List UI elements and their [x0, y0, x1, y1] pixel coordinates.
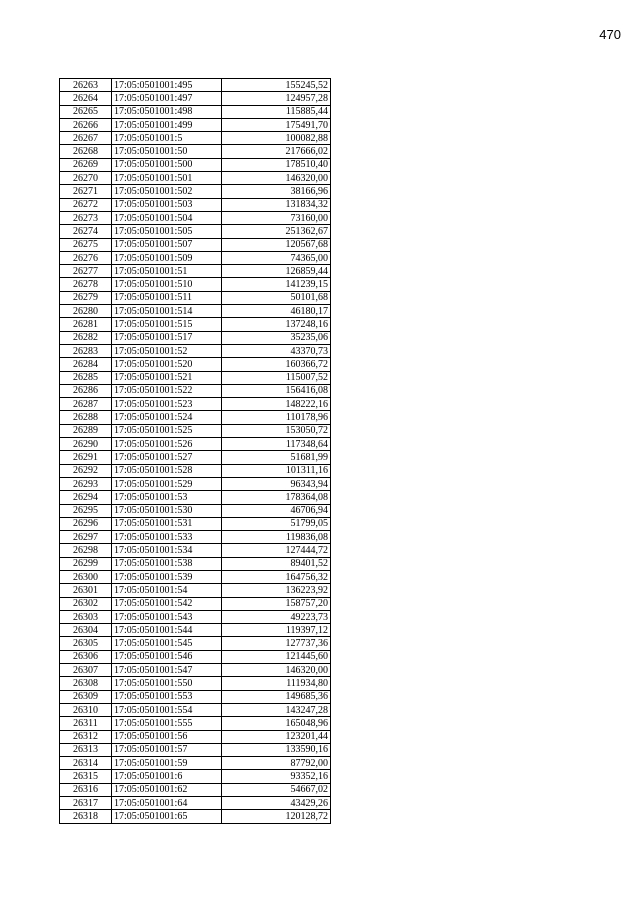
row-number-cell: 26266: [60, 118, 112, 131]
row-number-cell: 26313: [60, 743, 112, 756]
row-number-cell: 26278: [60, 278, 112, 291]
cadastral-number-cell: 17:05:0501001:522: [112, 384, 222, 397]
row-number-cell: 26268: [60, 145, 112, 158]
table-row: [60, 251, 331, 264]
value-cell: 217666,02: [222, 145, 331, 158]
row-number-cell: 26303: [60, 610, 112, 623]
value-cell: 120567,68: [222, 238, 331, 251]
value-cell: 110178,96: [222, 411, 331, 424]
row-number-cell: 26315: [60, 770, 112, 783]
table-row: [60, 132, 331, 145]
row-number-cell: 26318: [60, 810, 112, 823]
value-cell: 124957,28: [222, 92, 331, 105]
cadastral-number-cell: 17:05:0501001:510: [112, 278, 222, 291]
cadastral-number-cell: 17:05:0501001:56: [112, 730, 222, 743]
row-number-cell: 26265: [60, 105, 112, 118]
cadastral-number-cell: 17:05:0501001:504: [112, 211, 222, 224]
table-row: [60, 504, 331, 517]
cadastral-number-cell: 17:05:0501001:542: [112, 597, 222, 610]
value-cell: 93352,16: [222, 770, 331, 783]
row-number-cell: 26305: [60, 637, 112, 650]
row-number-cell: 26281: [60, 318, 112, 331]
row-number-cell: 26307: [60, 664, 112, 677]
cadastral-number-cell: 17:05:0501001:545: [112, 637, 222, 650]
value-cell: 89401,52: [222, 557, 331, 570]
cadastral-number-cell: 17:05:0501001:555: [112, 717, 222, 730]
value-cell: 119836,08: [222, 531, 331, 544]
value-cell: 165048,96: [222, 717, 331, 730]
cadastral-number-cell: 17:05:0501001:534: [112, 544, 222, 557]
table-row: [60, 637, 331, 650]
cadastral-number-cell: 17:05:0501001:527: [112, 451, 222, 464]
value-cell: 73160,00: [222, 211, 331, 224]
value-cell: 175491,70: [222, 118, 331, 131]
value-cell: 50101,68: [222, 291, 331, 304]
value-cell: 164756,32: [222, 570, 331, 583]
table-row: [60, 597, 331, 610]
data-table: [59, 78, 331, 824]
value-cell: 43370,73: [222, 344, 331, 357]
cadastral-number-cell: 17:05:0501001:530: [112, 504, 222, 517]
row-number-cell: 26293: [60, 477, 112, 490]
row-number-cell: 26314: [60, 757, 112, 770]
value-cell: 251362,67: [222, 225, 331, 238]
cadastral-number-cell: 17:05:0501001:502: [112, 185, 222, 198]
row-number-cell: 26283: [60, 344, 112, 357]
table-row: [60, 797, 331, 810]
row-number-cell: 26284: [60, 358, 112, 371]
cadastral-number-cell: 17:05:0501001:546: [112, 650, 222, 663]
table-row: [60, 384, 331, 397]
cadastral-number-cell: 17:05:0501001:524: [112, 411, 222, 424]
cadastral-number-cell: 17:05:0501001:52: [112, 344, 222, 357]
table-row: [60, 371, 331, 384]
value-cell: 38166,96: [222, 185, 331, 198]
value-cell: 137248,16: [222, 318, 331, 331]
row-number-cell: 26310: [60, 703, 112, 716]
table-body: [60, 79, 331, 824]
value-cell: 131834,32: [222, 198, 331, 211]
table-row: [60, 438, 331, 451]
cadastral-number-cell: 17:05:0501001:64: [112, 797, 222, 810]
row-number-cell: 26296: [60, 517, 112, 530]
table-row: [60, 570, 331, 583]
table-row: [60, 118, 331, 131]
table-row: [60, 477, 331, 490]
value-cell: 146320,00: [222, 664, 331, 677]
row-number-cell: 26263: [60, 79, 112, 92]
table-row: [60, 158, 331, 171]
table-row: [60, 172, 331, 185]
table-row: [60, 305, 331, 318]
row-number-cell: 26288: [60, 411, 112, 424]
table-row: [60, 810, 331, 823]
row-number-cell: 26308: [60, 677, 112, 690]
row-number-cell: 26301: [60, 584, 112, 597]
value-cell: 119397,12: [222, 624, 331, 637]
table-row: [60, 291, 331, 304]
cadastral-number-cell: 17:05:0501001:511: [112, 291, 222, 304]
cadastral-number-cell: 17:05:0501001:531: [112, 517, 222, 530]
value-cell: 120128,72: [222, 810, 331, 823]
value-cell: 178364,08: [222, 491, 331, 504]
row-number-cell: 26267: [60, 132, 112, 145]
value-cell: 143247,28: [222, 703, 331, 716]
value-cell: 121445,60: [222, 650, 331, 663]
table-row: [60, 185, 331, 198]
row-number-cell: 26298: [60, 544, 112, 557]
value-cell: 127737,36: [222, 637, 331, 650]
cadastral-number-cell: 17:05:0501001:553: [112, 690, 222, 703]
table-row: [60, 398, 331, 411]
row-number-cell: 26304: [60, 624, 112, 637]
row-number-cell: 26311: [60, 717, 112, 730]
table-row: [60, 557, 331, 570]
row-number-cell: 26312: [60, 730, 112, 743]
value-cell: 49223,73: [222, 610, 331, 623]
table-row: [60, 664, 331, 677]
value-cell: 126859,44: [222, 265, 331, 278]
value-cell: 136223,92: [222, 584, 331, 597]
table-row: [60, 531, 331, 544]
table-row: [60, 610, 331, 623]
row-number-cell: 26306: [60, 650, 112, 663]
value-cell: 156416,08: [222, 384, 331, 397]
cadastral-number-cell: 17:05:0501001:520: [112, 358, 222, 371]
cadastral-number-cell: 17:05:0501001:509: [112, 251, 222, 264]
cadastral-number-cell: 17:05:0501001:525: [112, 424, 222, 437]
row-number-cell: 26277: [60, 265, 112, 278]
row-number-cell: 26316: [60, 783, 112, 796]
row-number-cell: 26282: [60, 331, 112, 344]
table-row: [60, 265, 331, 278]
table-row: [60, 464, 331, 477]
value-cell: 149685,36: [222, 690, 331, 703]
value-cell: 111934,80: [222, 677, 331, 690]
value-cell: 51681,99: [222, 451, 331, 464]
cadastral-number-cell: 17:05:0501001:53: [112, 491, 222, 504]
row-number-cell: 26286: [60, 384, 112, 397]
row-number-cell: 26289: [60, 424, 112, 437]
cadastral-number-cell: 17:05:0501001:500: [112, 158, 222, 171]
table-row: [60, 690, 331, 703]
table-row: [60, 198, 331, 211]
row-number-cell: 26302: [60, 597, 112, 610]
value-cell: 100082,88: [222, 132, 331, 145]
table-row: [60, 331, 331, 344]
value-cell: 54667,02: [222, 783, 331, 796]
value-cell: 123201,44: [222, 730, 331, 743]
table-row: [60, 517, 331, 530]
table-row: [60, 544, 331, 557]
cadastral-number-cell: 17:05:0501001:6: [112, 770, 222, 783]
table-row: [60, 624, 331, 637]
row-number-cell: 26279: [60, 291, 112, 304]
table-row: [60, 703, 331, 716]
cadastral-number-cell: 17:05:0501001:51: [112, 265, 222, 278]
cadastral-number-cell: 17:05:0501001:59: [112, 757, 222, 770]
value-cell: 146320,00: [222, 172, 331, 185]
cadastral-number-cell: 17:05:0501001:514: [112, 305, 222, 318]
cadastral-number-cell: 17:05:0501001:539: [112, 570, 222, 583]
row-number-cell: 26297: [60, 531, 112, 544]
value-cell: 51799,05: [222, 517, 331, 530]
value-cell: 87792,00: [222, 757, 331, 770]
row-number-cell: 26292: [60, 464, 112, 477]
cadastral-number-cell: 17:05:0501001:501: [112, 172, 222, 185]
table-row: [60, 757, 331, 770]
cadastral-number-cell: 17:05:0501001:521: [112, 371, 222, 384]
cadastral-number-cell: 17:05:0501001:533: [112, 531, 222, 544]
value-cell: 155245,52: [222, 79, 331, 92]
cadastral-number-cell: 17:05:0501001:547: [112, 664, 222, 677]
cadastral-number-cell: 17:05:0501001:50: [112, 145, 222, 158]
row-number-cell: 26285: [60, 371, 112, 384]
table-row: [60, 358, 331, 371]
cadastral-number-cell: 17:05:0501001:507: [112, 238, 222, 251]
table-row: [60, 743, 331, 756]
cadastral-number-cell: 17:05:0501001:65: [112, 810, 222, 823]
value-cell: 160366,72: [222, 358, 331, 371]
table-row: [60, 717, 331, 730]
cadastral-number-cell: 17:05:0501001:62: [112, 783, 222, 796]
value-cell: 117348,64: [222, 438, 331, 451]
cadastral-number-cell: 17:05:0501001:526: [112, 438, 222, 451]
value-cell: 148222,16: [222, 398, 331, 411]
table-row: [60, 92, 331, 105]
cadastral-number-cell: 17:05:0501001:57: [112, 743, 222, 756]
value-cell: 127444,72: [222, 544, 331, 557]
table-row: [60, 211, 331, 224]
value-cell: 43429,26: [222, 797, 331, 810]
table-row: [60, 411, 331, 424]
cadastral-number-cell: 17:05:0501001:498: [112, 105, 222, 118]
cadastral-number-cell: 17:05:0501001:499: [112, 118, 222, 131]
cadastral-number-cell: 17:05:0501001:517: [112, 331, 222, 344]
page-number: 470: [599, 27, 621, 42]
table-row: [60, 677, 331, 690]
table-row: [60, 145, 331, 158]
table-row: [60, 451, 331, 464]
cadastral-number-cell: 17:05:0501001:544: [112, 624, 222, 637]
row-number-cell: 26272: [60, 198, 112, 211]
value-cell: 133590,16: [222, 743, 331, 756]
row-number-cell: 26299: [60, 557, 112, 570]
cadastral-number-cell: 17:05:0501001:543: [112, 610, 222, 623]
cadastral-number-cell: 17:05:0501001:503: [112, 198, 222, 211]
cadastral-number-cell: 17:05:0501001:529: [112, 477, 222, 490]
row-number-cell: 26264: [60, 92, 112, 105]
row-number-cell: 26300: [60, 570, 112, 583]
row-number-cell: 26271: [60, 185, 112, 198]
row-number-cell: 26317: [60, 797, 112, 810]
value-cell: 46706,94: [222, 504, 331, 517]
table-row: [60, 278, 331, 291]
value-cell: 115885,44: [222, 105, 331, 118]
cadastral-number-cell: 17:05:0501001:538: [112, 557, 222, 570]
row-number-cell: 26276: [60, 251, 112, 264]
value-cell: 158757,20: [222, 597, 331, 610]
cadastral-number-cell: 17:05:0501001:505: [112, 225, 222, 238]
row-number-cell: 26287: [60, 398, 112, 411]
value-cell: 74365,00: [222, 251, 331, 264]
cadastral-number-cell: 17:05:0501001:5: [112, 132, 222, 145]
cadastral-number-cell: 17:05:0501001:495: [112, 79, 222, 92]
row-number-cell: 26290: [60, 438, 112, 451]
table-row: [60, 225, 331, 238]
value-cell: 153050,72: [222, 424, 331, 437]
cadastral-number-cell: 17:05:0501001:550: [112, 677, 222, 690]
table-row: [60, 783, 331, 796]
table-row: [60, 318, 331, 331]
table-row: [60, 238, 331, 251]
row-number-cell: 26270: [60, 172, 112, 185]
row-number-cell: 26269: [60, 158, 112, 171]
cadastral-number-cell: 17:05:0501001:528: [112, 464, 222, 477]
cadastral-number-cell: 17:05:0501001:523: [112, 398, 222, 411]
value-cell: 178510,40: [222, 158, 331, 171]
table-row: [60, 344, 331, 357]
table-row: [60, 730, 331, 743]
value-cell: 101311,16: [222, 464, 331, 477]
row-number-cell: 26273: [60, 211, 112, 224]
row-number-cell: 26291: [60, 451, 112, 464]
cadastral-number-cell: 17:05:0501001:554: [112, 703, 222, 716]
cadastral-number-cell: 17:05:0501001:497: [112, 92, 222, 105]
cadastral-number-cell: 17:05:0501001:515: [112, 318, 222, 331]
row-number-cell: 26275: [60, 238, 112, 251]
row-number-cell: 26309: [60, 690, 112, 703]
table-row: [60, 584, 331, 597]
table-row: [60, 491, 331, 504]
table-row: [60, 650, 331, 663]
row-number-cell: 26294: [60, 491, 112, 504]
cadastral-number-cell: 17:05:0501001:54: [112, 584, 222, 597]
row-number-cell: 26295: [60, 504, 112, 517]
value-cell: 115007,52: [222, 371, 331, 384]
table-row: [60, 424, 331, 437]
table-row: [60, 105, 331, 118]
value-cell: 46180,17: [222, 305, 331, 318]
row-number-cell: 26280: [60, 305, 112, 318]
row-number-cell: 26274: [60, 225, 112, 238]
value-cell: 141239,15: [222, 278, 331, 291]
value-cell: 96343,94: [222, 477, 331, 490]
table-row: [60, 770, 331, 783]
table-row: [60, 79, 331, 92]
value-cell: 35235,06: [222, 331, 331, 344]
